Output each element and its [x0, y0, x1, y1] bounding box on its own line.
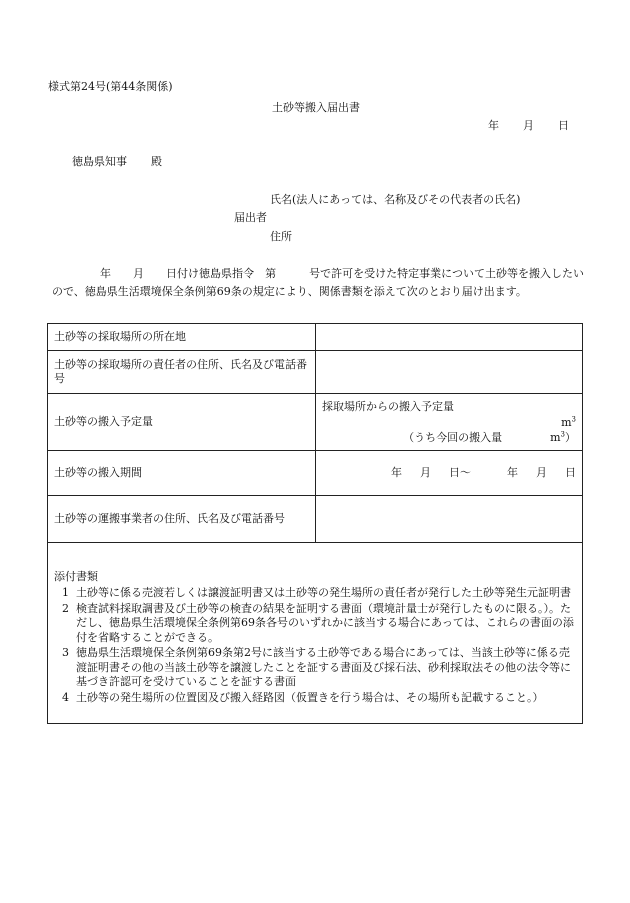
responsible-value	[316, 351, 583, 394]
list-item: 4 土砂等の発生場所の位置図及び搬入経路図（仮置きを行う場合は、その場所も記載すること。）	[62, 690, 544, 704]
table-row	[48, 324, 583, 351]
applicant-address-label: 住所	[270, 230, 292, 243]
carrier-value	[316, 496, 583, 543]
date-line	[488, 119, 569, 133]
period-value: 年 月 日～ 年 月 日	[316, 451, 583, 496]
attachments-cell	[48, 543, 583, 724]
quantity-sub: （うち今回の搬入量 $m^3$）	[403, 430, 576, 444]
quantity-label: 土砂等の搬入予定量	[48, 394, 316, 451]
location-value	[316, 324, 583, 351]
form-number: 様式第24号(第44条関係)	[48, 80, 173, 93]
body-text: 年 月 日付け徳島県指令 第 号で許可を受けた特定事業について土砂等を搬入したいので、徳島県生活環境保全条例第69条の規定により、関係書類を添えて次のとおり届け出ます。	[52, 267, 584, 298]
table-row	[48, 543, 583, 724]
list-item: 1 土砂等に係る売渡若しくは譲渡証明書又は土砂等の発生場所の責任者が発行した土砂等発生元証明書	[62, 586, 571, 599]
carrier-label: 土砂等の運搬事業者の住所、氏名及び電話番号	[48, 496, 316, 543]
addressee-honorific: 殿	[151, 155, 162, 168]
quantity-cell	[316, 394, 583, 451]
addressee-name: 徳島県知事	[72, 155, 127, 168]
date-month: 月	[523, 119, 534, 132]
table-row	[48, 451, 583, 496]
table-row	[48, 351, 583, 394]
notification-table	[47, 323, 583, 724]
applicant-name-label: 氏名(法人にあっては、名称及びその代表者の氏名)	[270, 193, 521, 206]
applicant-role-label: 届出者	[234, 211, 267, 224]
quantity-unit: $m^3$	[561, 415, 576, 429]
list-item: 3 徳島県生活環境保全条例第69条第2号に該当する土砂等である場合にあっては、当該土砂等に係る売渡証明書その他の当該土砂等を譲渡したことを証する書面及び採石法、砂利採取法その他の法令等に基づき許認可を受けていることを証する書面	[62, 646, 571, 688]
attachments-title: 添付書類	[54, 570, 98, 583]
table-row	[48, 394, 583, 451]
addressee	[72, 155, 162, 169]
location-label: 土砂等の採取場所の所在地	[48, 324, 316, 351]
date-day: 日	[558, 119, 569, 132]
period-label: 土砂等の搬入期間	[48, 451, 316, 496]
attachments-list	[54, 586, 576, 705]
responsible-label: 土砂等の採取場所の責任者の住所、氏名及び電話番号	[48, 351, 316, 394]
table-row	[48, 496, 583, 543]
document-title: 土砂等搬入届出書	[272, 101, 360, 114]
date-year: 年	[488, 119, 499, 132]
quantity-head: 採取場所からの搬入予定量	[322, 400, 454, 413]
list-item: 2 検査試料採取調書及び土砂等の検査の結果を証明する書面（環境計量士が発行したものに限る。）。ただし、徳島県生活環境保全条例第69条各号のいずれかに該当する場合にあっては、これらの書面の添付を省略することができる。	[62, 601, 574, 644]
